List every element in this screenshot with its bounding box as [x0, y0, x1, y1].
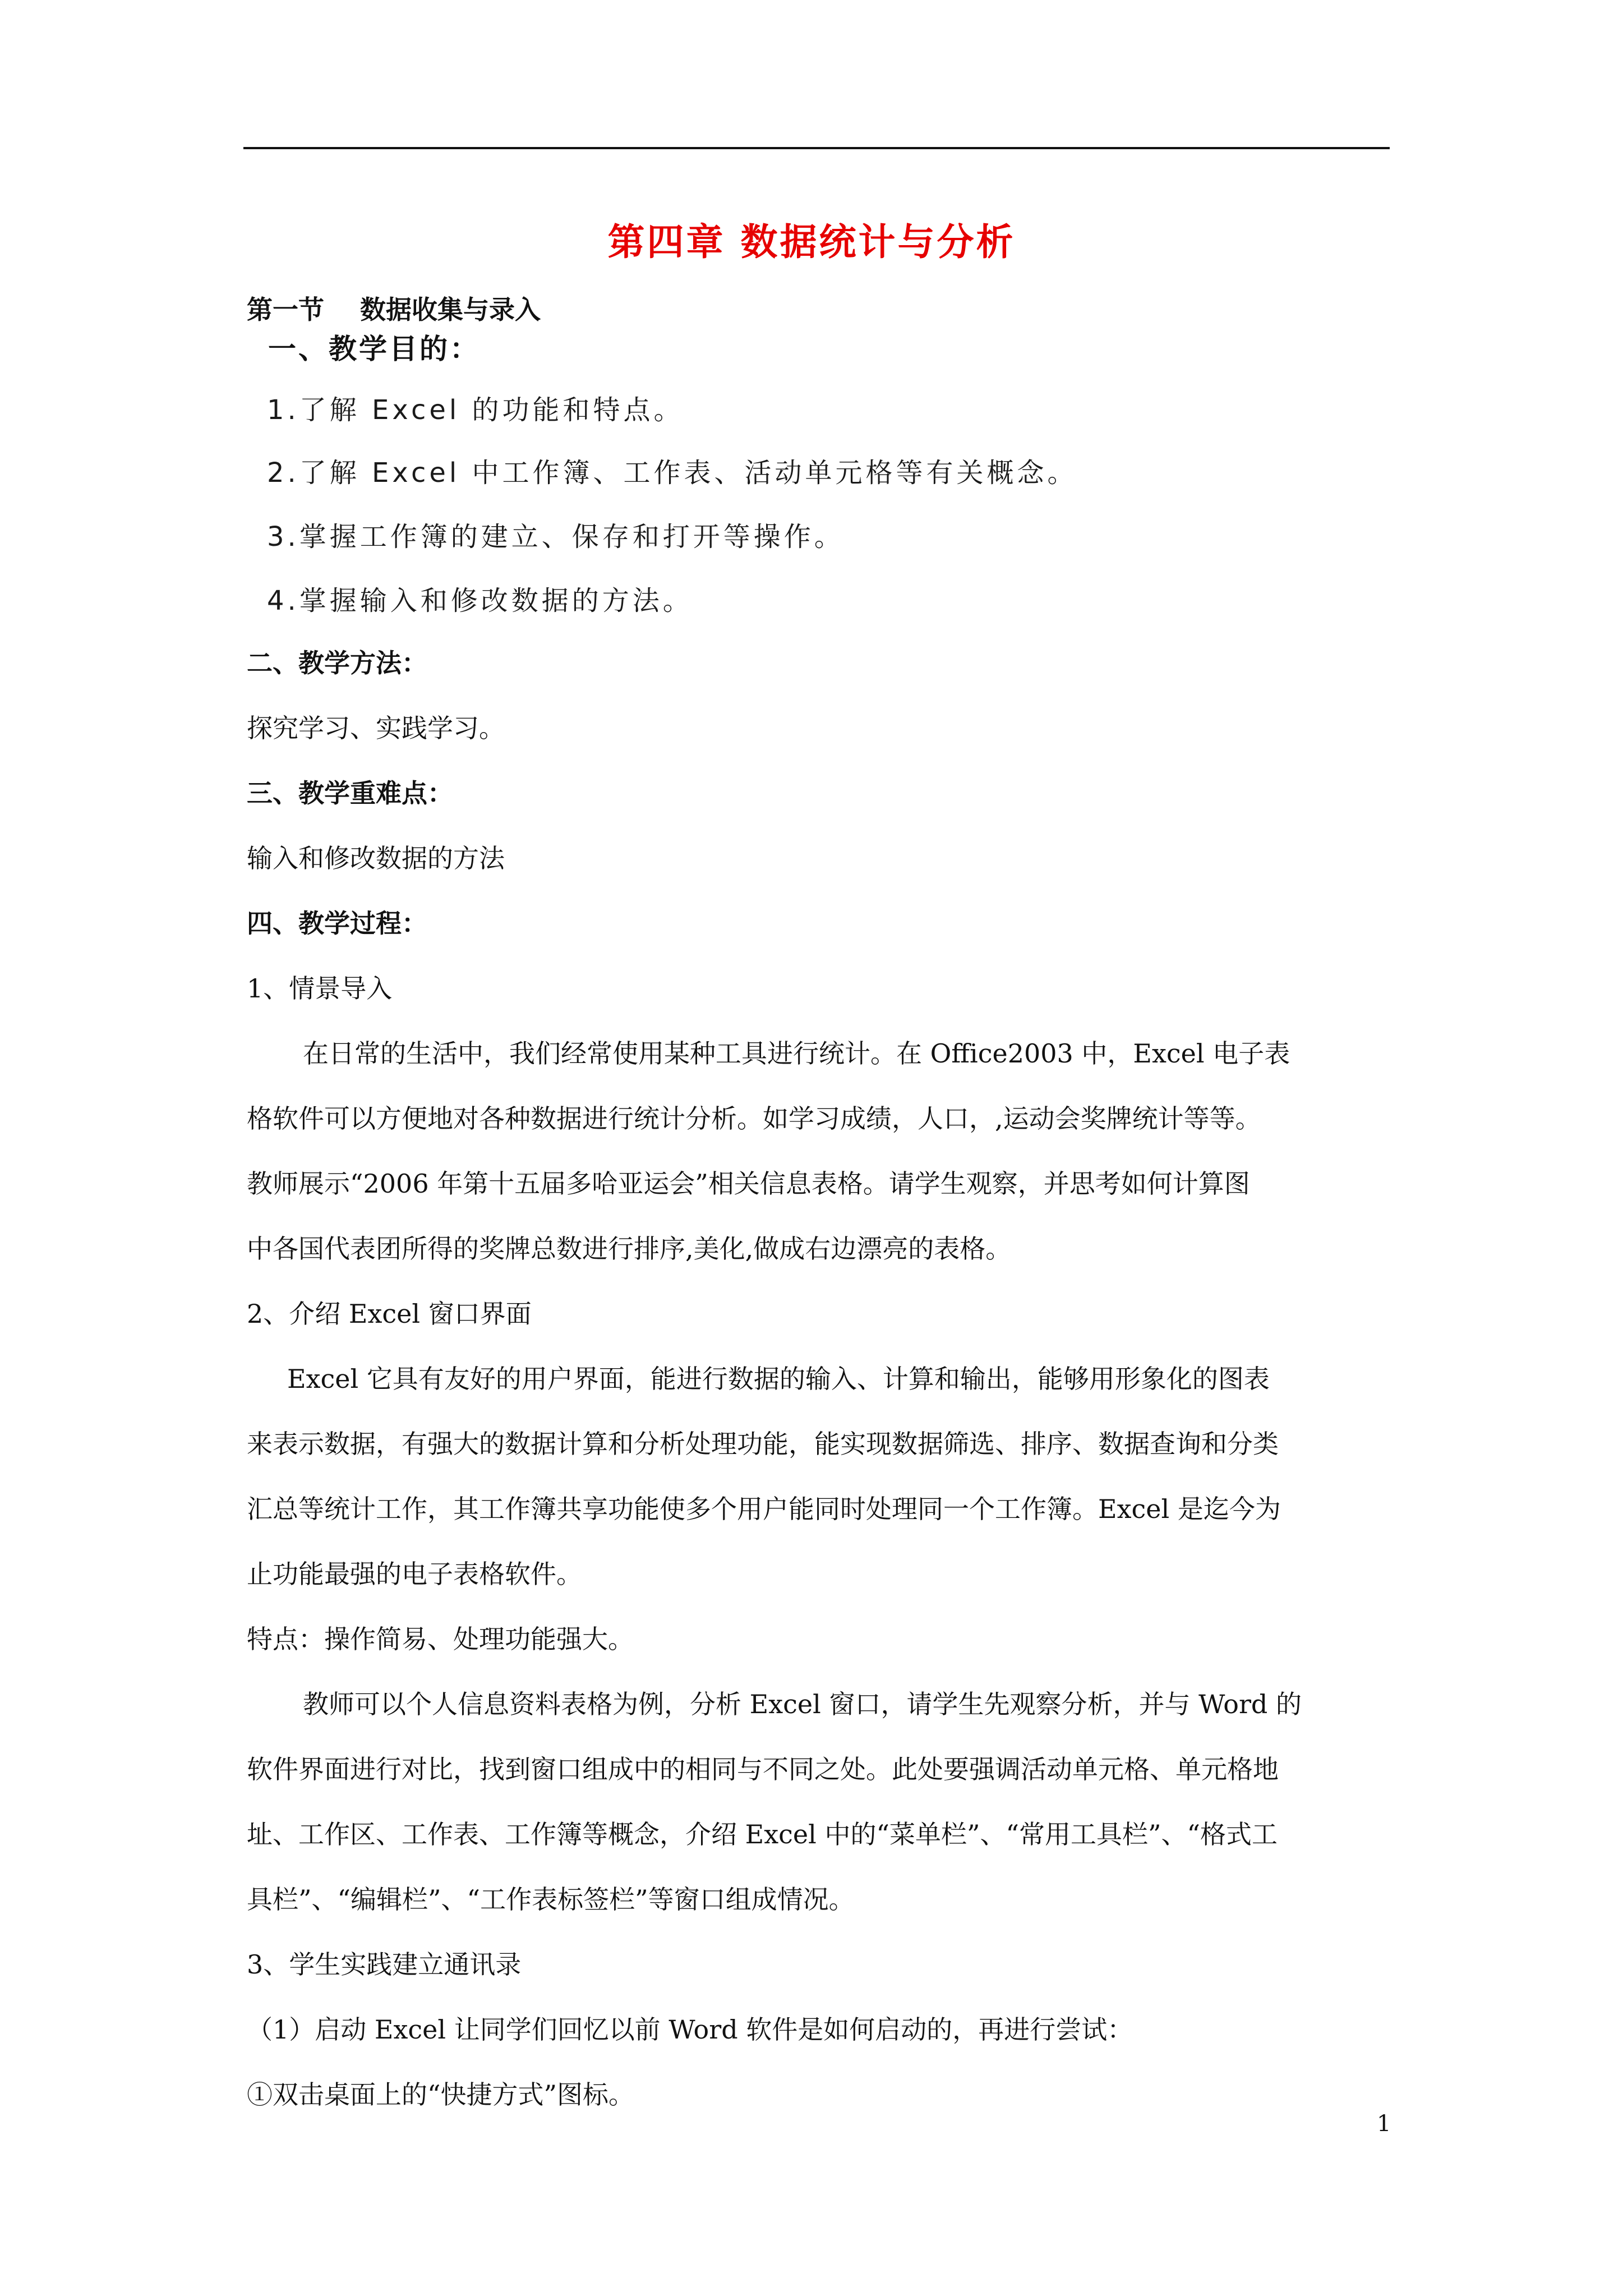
step2-paragraph-line: 来表示数据，有强大的数据计算和分析处理功能，能实现数据筛选、排序、数据查询和分类	[247, 1429, 1279, 1459]
step2-paragraph2-line: 软件界面进行对比，找到窗口组成中的相同与不同之处。此处要强调活动单元格、单元格地	[247, 1754, 1279, 1784]
step2-paragraph2-line: 址、工作区、工作表、工作簿等概念，介绍 Excel 中的“菜单栏”、“常用工具栏”、“格式工	[247, 1819, 1278, 1849]
step3-sub1-item: ①双击桌面上的“快捷方式”图标。	[247, 2079, 635, 2110]
methods-text: 探究学习、实践学习。	[247, 713, 505, 743]
step2-features: 特点：操作简易、处理功能强大。	[247, 1624, 634, 1654]
goal-item: 1.了解 Excel 的功能和特点。	[267, 394, 684, 426]
section-title: 第一节 数据收集与录入	[247, 295, 541, 325]
step1-line: 格软件可以方便地对各种数据进行统计分析。如学习成绩，人口，,运动会奖牌统计等等。	[247, 1103, 1261, 1134]
goal-item: 3.掌握工作簿的建立、保存和打开等操作。	[267, 521, 845, 553]
page-number: 1	[1377, 2111, 1391, 2137]
step3-title: 3、学生实践建立通讯录	[247, 1949, 522, 1980]
goal-item: 2.了解 Excel 中工作簿、工作表、活动单元格等有关概念。	[267, 457, 1078, 489]
step2-paragraph-line: 汇总等统计工作，其工作簿共享功能使多个用户能同时处理同一个工作簿。Excel 是迄今为	[247, 1494, 1281, 1524]
goal-item: 4.掌握输入和修改数据的方法。	[267, 585, 693, 616]
step1-line: 中各国代表团所得的奖牌总数进行排序,美化,做成右边漂亮的表格。	[247, 1234, 1012, 1264]
step3-sub1: （1）启动 Excel 让同学们回忆以前 Word 软件是如何启动的，再进行尝试：	[247, 2014, 1133, 2045]
step2-paragraph-line: 止功能最强的电子表格软件。	[247, 1559, 582, 1589]
difficulties-text: 输入和修改数据的方法	[247, 843, 505, 873]
step2-paragraph2-line: 具栏”、“编辑栏”、“工作表标签栏”等窗口组成情况。	[247, 1884, 855, 1915]
difficulties-heading: 三、教学重难点：	[247, 778, 453, 808]
chapter-title: 第四章 数据统计与分析	[607, 220, 1016, 264]
process-heading: 四、教学过程：	[247, 908, 427, 938]
methods-heading: 二、教学方法：	[247, 648, 427, 678]
step1-title: 1、情景导入	[247, 973, 393, 1004]
goals-heading: 一、教学目的：	[268, 333, 480, 365]
step2-paragraph2-line: 教师可以个人信息资料表格为例，分析 Excel 窗口，请学生先观察分析，并与 Word 的	[303, 1689, 1302, 1719]
step1-line: 教师展示“2006 年第十五届多哈亚运会”相关信息表格。请学生观察，并思考如何计算图	[247, 1168, 1250, 1199]
step2-paragraph-line: Excel 它具有友好的用户界面，能进行数据的输入、计算和输出，能够用形象化的图表	[287, 1364, 1270, 1394]
step1-line: 在日常的生活中，我们经常使用某种工具进行统计。在 Office2003 中，Excel 电子表	[303, 1038, 1290, 1069]
header-rule	[243, 147, 1390, 149]
step2-title: 2、介绍 Excel 窗口界面	[247, 1299, 532, 1329]
